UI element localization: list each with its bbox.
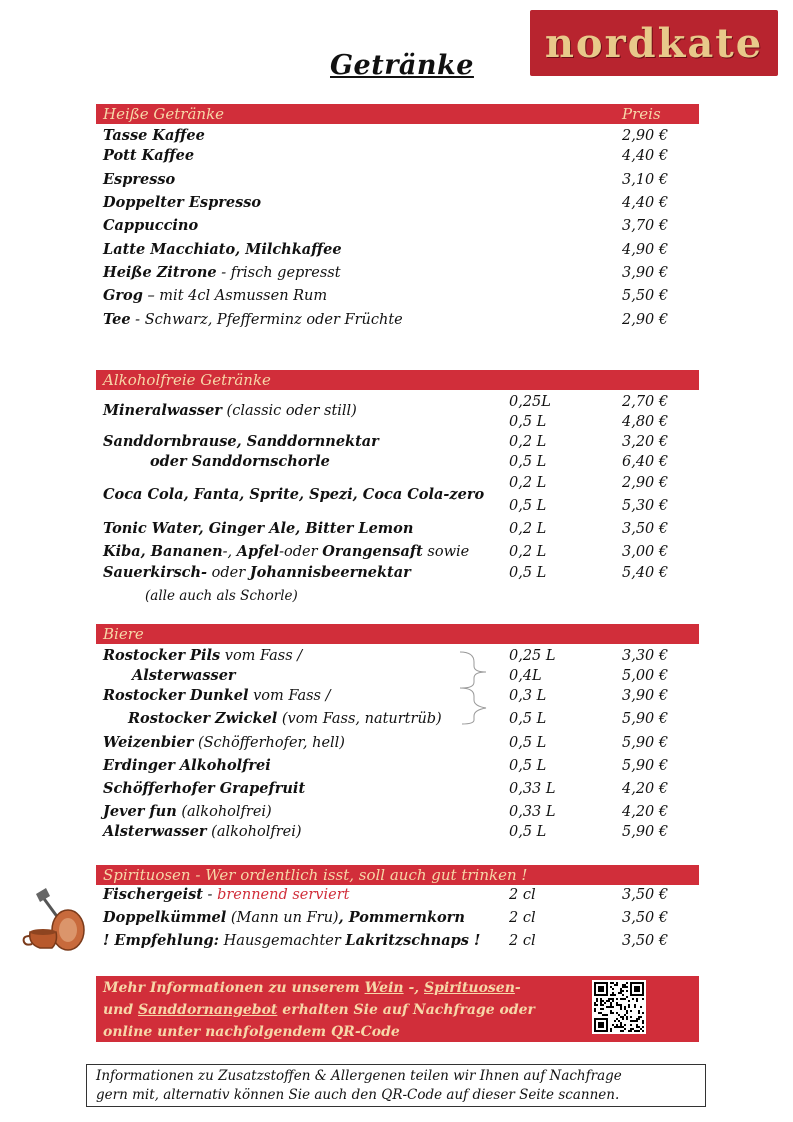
schorle-note: (alle auch als Schorle)	[145, 588, 298, 604]
menu-item-coca-cola: Coca Cola, Fanta, Sprite, Spezi, Coca Cola-zero	[103, 486, 485, 503]
item-price: 2,90 €	[622, 128, 669, 144]
menu-item: Weizenbier (Schöfferhofer, hell)	[103, 734, 345, 751]
item-price: 3,90 €	[622, 265, 669, 281]
note-line-1: Informationen zu Zusatzstoffen & Allergenen teilen wir Ihnen auf Nachfrage	[96, 1068, 622, 1084]
menu-item: Doppelter Espresso	[103, 194, 262, 211]
item-price: 3,70 €	[622, 218, 669, 234]
item-size: 0,5 L	[509, 711, 547, 727]
info-line-1: Mehr Informationen zu unserem Wein -, Spirituosen-	[103, 980, 521, 996]
info-line-2: und Sanddornangebot erhalten Sie auf Nachfrage oder	[103, 1002, 535, 1018]
item-size: 0,25L	[509, 394, 551, 410]
section-header-beer	[96, 624, 699, 644]
logo-text: nordkate	[544, 19, 764, 67]
item-price: 4,20 €	[622, 781, 669, 797]
item-price: 5,40 €	[622, 565, 669, 581]
item-size: 2 cl	[509, 910, 536, 926]
item-size: 0,2 L	[509, 521, 547, 537]
item-size: 2 cl	[509, 933, 536, 949]
section-header-hot-drinks	[96, 104, 699, 124]
info-line-3: online unter nachfolgendem QR-Code	[103, 1024, 400, 1040]
item-size: 0,5 L	[509, 498, 547, 514]
item-size: 0,5 L	[509, 824, 547, 840]
item-size: 0,33 L	[509, 781, 556, 797]
menu-item-doppelkuemmel: Doppelkümmel (Mann un Fru), Pommernkorn	[103, 909, 465, 926]
item-size: 0,2 L	[509, 475, 547, 491]
menu-item: Rostocker Zwickel (vom Fass, naturtrüb)	[128, 710, 442, 727]
section-title: Biere	[103, 625, 144, 643]
note-line-2: gern mit, alternativ können Sie auch den QR-Code auf dieser Seite scannen.	[96, 1087, 620, 1103]
item-price: 3,20 €	[622, 434, 669, 450]
menu-item: Grog – mit 4cl Asmussen Rum	[103, 287, 328, 304]
item-price: 3,00 €	[622, 544, 669, 560]
price-header: Preis	[622, 105, 661, 123]
item-price: 3,90 €	[622, 688, 669, 704]
item-size: 0,3 L	[509, 688, 547, 704]
brace-icon	[458, 650, 498, 726]
section-title: Alkoholfreie Getränke	[103, 371, 271, 389]
menu-item: Tasse Kaffee	[103, 127, 205, 144]
item-price: 4,80 €	[622, 414, 669, 430]
item-price: 2,90 €	[622, 475, 669, 491]
page-title: Getränke	[330, 50, 474, 81]
menu-item: Rostocker Dunkel vom Fass /	[103, 687, 331, 704]
item-price: 4,40 €	[622, 195, 669, 211]
section-title: Heiße Getränke	[103, 105, 225, 123]
allergen-note	[86, 1064, 706, 1107]
section-title: Spirituosen - Wer ordentlich isst, soll auch gut trinken !	[103, 866, 528, 884]
item-size: 0,5 L	[509, 414, 547, 430]
menu-item: Tee - Schwarz, Pfefferminz oder Früchte	[103, 311, 403, 328]
menu-item: Heiße Zitrone - frisch gepresst	[103, 264, 341, 281]
item-size: 0,4L	[509, 668, 542, 684]
menu-item-sanddorn-line2: oder Sanddornschorle	[150, 453, 330, 470]
item-size: 0,5 L	[509, 758, 547, 774]
item-size: 0,2 L	[509, 434, 547, 450]
menu-item: Espresso	[103, 171, 176, 188]
menu-item-tonic: Tonic Water, Ginger Ale, Bitter Lemon	[103, 520, 414, 537]
menu-item-sauerkirsch: Sauerkirsch- oder Johannisbeernektar	[103, 564, 411, 581]
item-price: 5,90 €	[622, 711, 669, 727]
nordkate-logo	[530, 10, 778, 76]
item-price: 3,10 €	[622, 172, 669, 188]
schnapps-mug-icon	[22, 886, 88, 956]
item-price: 2,90 €	[622, 312, 669, 328]
menu-item: Latte Macchiato, Milchkaffee	[103, 241, 342, 258]
menu-item-kiba: Kiba, Bananen-, Apfel-oder Orangensaft sowie	[103, 543, 470, 560]
menu-item-mineralwasser: Mineralwasser (classic oder still)	[103, 402, 357, 419]
item-size: 2 cl	[509, 887, 536, 903]
item-size: 0,5 L	[509, 565, 547, 581]
item-price: 5,90 €	[622, 735, 669, 751]
section-header-spirits	[96, 865, 699, 885]
menu-item: Jever fun (alkoholfrei)	[103, 803, 272, 820]
menu-item: Schöfferhofer Grapefruit	[103, 780, 306, 797]
item-price: 4,20 €	[622, 804, 669, 820]
qr-code-icon[interactable]	[592, 980, 646, 1034]
menu-item: Pott Kaffee	[103, 147, 195, 164]
item-price: 5,50 €	[622, 288, 669, 304]
item-size: 0,2 L	[509, 544, 547, 560]
item-size: 0,33 L	[509, 804, 556, 820]
item-price: 3,30 €	[622, 648, 669, 664]
section-header-soft-drinks	[96, 370, 699, 390]
item-size: 0,25 L	[509, 648, 556, 664]
menu-item-sanddorn: Sanddornbrause, Sanddornnektar	[103, 433, 379, 450]
menu-item: Erdinger Alkoholfrei	[103, 757, 271, 774]
menu-item: Cappuccino	[103, 217, 199, 234]
menu-item: Rostocker Pils vom Fass /	[103, 647, 303, 664]
item-price: 3,50 €	[622, 933, 669, 949]
menu-item: Alsterwasser	[132, 667, 236, 684]
menu-item-lakritzschnaps: ! Empfehlung: Hausgemachter Lakritzschnaps !	[103, 932, 481, 949]
item-price: 3,50 €	[622, 521, 669, 537]
item-price: 5,90 €	[622, 758, 669, 774]
item-size: 0,5 L	[509, 735, 547, 751]
item-price: 5,30 €	[622, 498, 669, 514]
item-price: 5,00 €	[622, 668, 669, 684]
item-price: 4,40 €	[622, 148, 669, 164]
item-price: 5,90 €	[622, 824, 669, 840]
item-size: 0,5 L	[509, 454, 547, 470]
menu-item-fischergeist: Fischergeist - brennend serviert	[103, 886, 350, 903]
item-price: 4,90 €	[622, 242, 669, 258]
item-price: 6,40 €	[622, 454, 669, 470]
item-price: 2,70 €	[622, 394, 669, 410]
item-price: 3,50 €	[622, 910, 669, 926]
item-price: 3,50 €	[622, 887, 669, 903]
menu-item: Alsterwasser (alkoholfrei)	[103, 823, 302, 840]
